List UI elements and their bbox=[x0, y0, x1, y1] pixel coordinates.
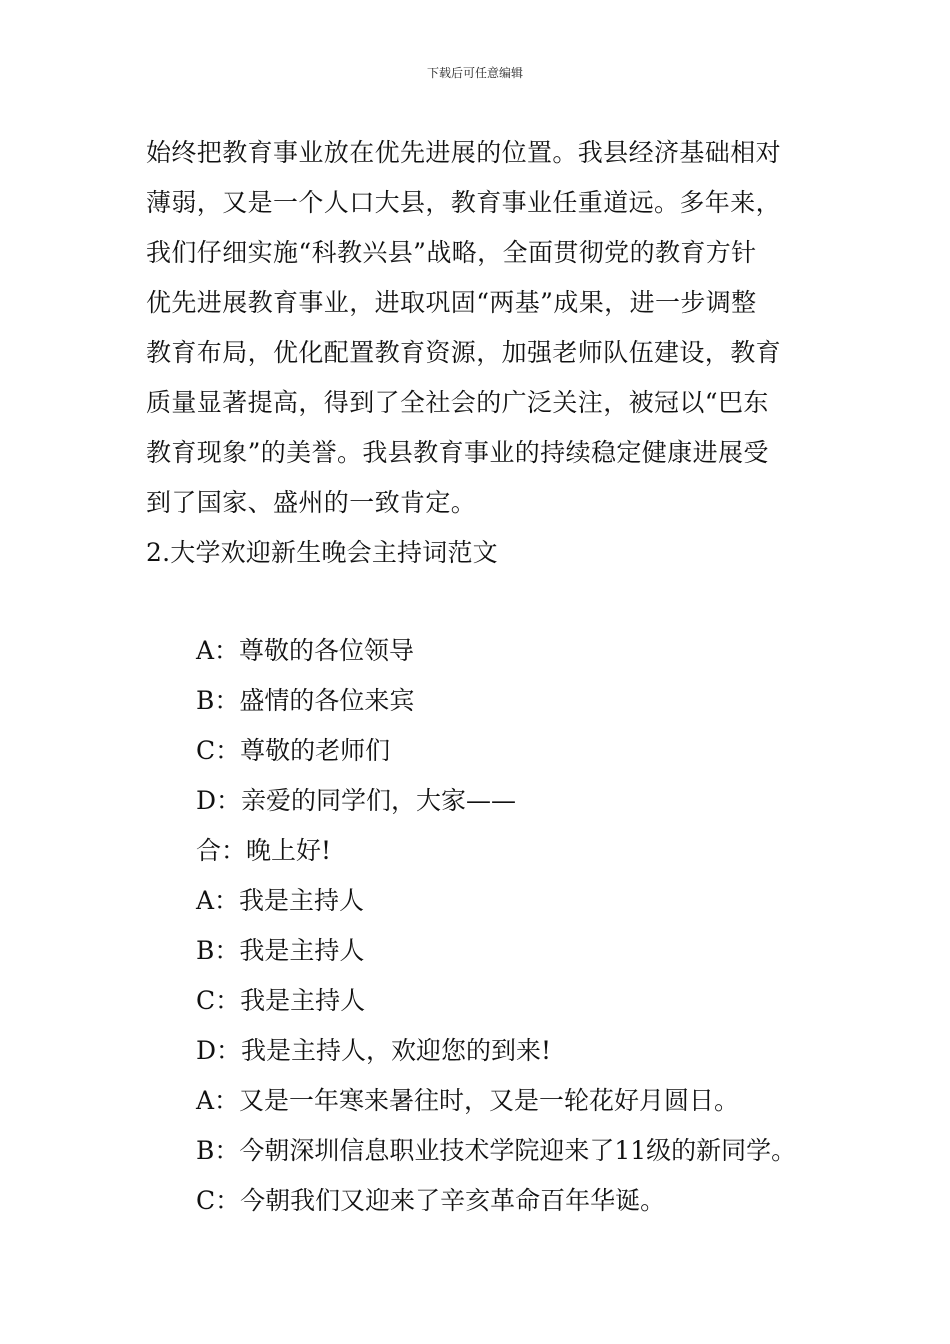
paragraph-line: 质量显著提高，得到了全社会的广泛关注，被冠以“巴东 bbox=[146, 388, 769, 417]
script-line: C：今朝我们又迎来了辛亥革命百年华诞。 bbox=[196, 1186, 666, 1215]
paragraph-line: 教育布局，优化配置教育资源，加强老师队伍建设，教育 bbox=[146, 338, 782, 367]
script-line: C：尊敬的老师们 bbox=[196, 736, 391, 765]
section-title: 2.大学欢迎新生晚会主持词范文 bbox=[146, 538, 498, 567]
script-line: B：盛情的各位来宾 bbox=[196, 686, 415, 715]
script-line: B：我是主持人 bbox=[196, 936, 365, 965]
paragraph-line: 优先进展教育事业，进取巩固“两基”成果，进一步调整 bbox=[146, 288, 757, 317]
paragraph-line: 薄弱，又是一个人口大县，教育事业任重道远。多年来， bbox=[146, 188, 782, 217]
blank-line bbox=[146, 578, 826, 626]
script-line: 合：晚上好! bbox=[196, 836, 332, 865]
script-line: A：我是主持人 bbox=[196, 886, 365, 915]
script-line: C：我是主持人 bbox=[196, 986, 366, 1015]
paragraph-line: 始终把教育事业放在优先进展的位置。我县经济基础相对 bbox=[146, 138, 782, 167]
paragraph-line: 到了国家、盛州的一致肯定。 bbox=[146, 488, 477, 517]
paragraph-line: 教育现象”的美誉。我县教育事业的持续稳定健康进展受 bbox=[146, 438, 769, 467]
document-body bbox=[146, 128, 826, 1226]
script-line: D：亲爱的同学们，大家—— bbox=[196, 786, 517, 815]
body-paragraph bbox=[146, 128, 826, 528]
script-line: A：尊敬的各位领导 bbox=[196, 636, 415, 665]
script-line: B：今朝深圳信息职业技术学院迎来了11级的新同学。 bbox=[196, 1136, 797, 1165]
script-line: D：我是主持人，欢迎您的到来! bbox=[196, 1036, 552, 1065]
page-header-note: 下载后可任意编辑 bbox=[426, 66, 523, 80]
paragraph-line: 我们仔细实施“科教兴县”战略，全面贯彻党的教育方针 bbox=[146, 238, 757, 267]
script-line: A：又是一年寒来暑往时，又是一轮花好月圆日。 bbox=[196, 1086, 740, 1115]
host-script bbox=[196, 626, 826, 1226]
